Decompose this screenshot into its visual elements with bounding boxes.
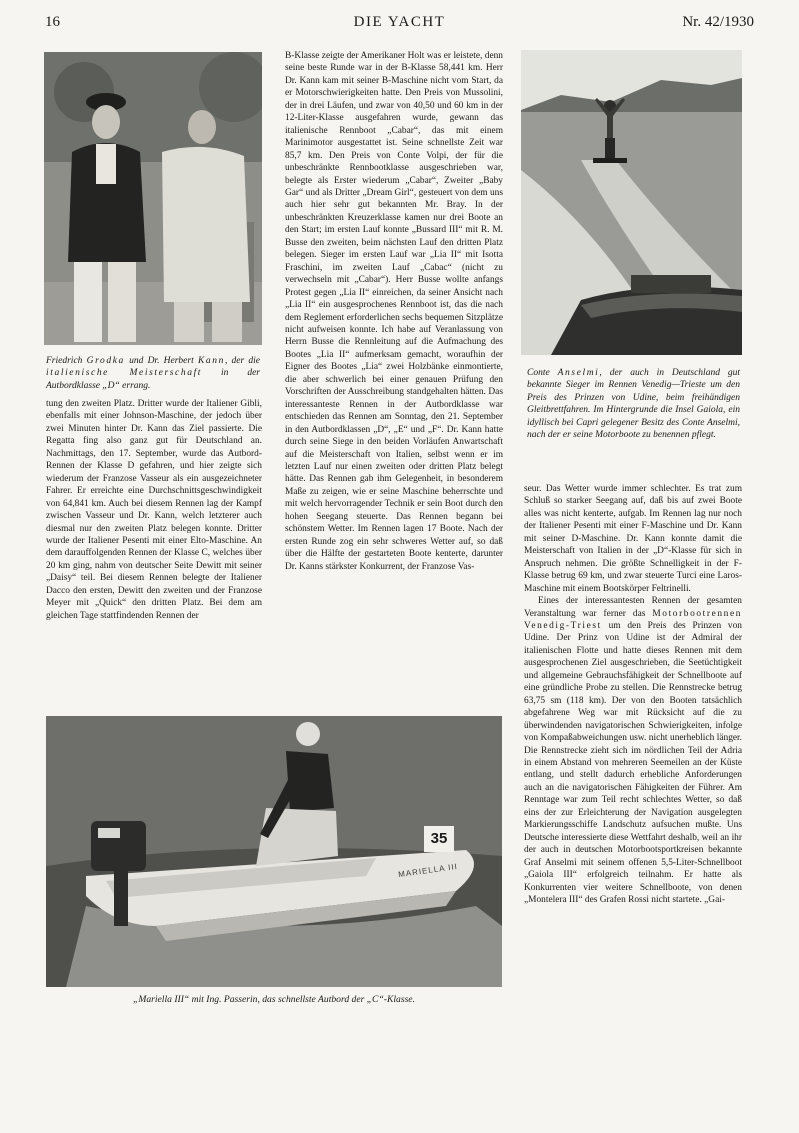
outboard-photo bbox=[46, 716, 502, 987]
column-middle-text: B-Klasse zeigte der Amerikaner Holt was er leistete, denn seine beste Runde war in der B-Klasse 58,441 km. Herr Dr. Kann kam mit seiner B-Maschine nicht vom Start, da er Motorschwierigkeiten hatte. Den Preis von Mussolini, der in drei Läufen, und zwar von 40,50 und 60 km in der 12-Liter-Klasse ausgefahren wurde, gewann das italienische Rennboot „Cabar“, das mit einem Marinimotor ausgestattet ist. Seine schnellste Zeit war 85,7 km. Den Preis von Conte Volpi, der für die unbeschränkte Rennbootklasse ausgeschrieben war, belegte als Erster wiederum „Cabar“, Zweiter „Baby Gar“ und als Dritter „Dream Girl“, gesteuert von dem uns auch hier sehr gut bekannten Mr. Bray. In der unbeschränkten Kreuzerklasse kamen nur drei Boote an den Start; im ersten Lauf konnte „Bussard III“ mit R. M. Busse den zweiten, beim nächsten Lauf den dritten Platz belegen. Sieger im ersten Lauf war „Lia II“ mit Isotta Fraschini, im zweiten Lauf „Cabac“ (nicht zu verwechseln mit „Cabar“). Herr Busse wollte anfangs Protest gegen „Lia II“ einreichen, da seiner Ansicht nach „Lia II“ ein ausgesprochenes Rennboot ist, das die nach dem Reglement erforderlichen sechs bequemen Sitzplätze nicht aufweisen konnte. Ich habe auf Veranlassung von Herrn Busse die Rennleitung auf die Aufmachung des Bootes „Lia II“ aufmerksam gemacht, woraufhin der Eigner des Bootes „Lia“ zwei Holzbänke einmontierte, die aber schwerlich bei einer genauen Prüfung den Vorschriften der Ausschreibung standgehalten hätten. Das interessanteste Rennen in der Autbordklasse war entschieden das Rennen am Sonntag, den 21. September in den Autbordklassen „D“, „E“ und „F“. Dr. Kann hatte durch seine Siege in den beiden Vorläufen Anwartschaft auf die Meisterschaft von Italien, selbst wenn er im letzten Lauf nur einen zweiten oder dritten Platz belegt hätte. Das Rennen gab ihm Gelegenheit, in besonderem Maße zu zeigen, wie er seine Maschine beherrschte und mit welch hervorragender Technik er sein Boot durch den hohen Seegang steuerte. Das Rennen begann bei schönstem Wetter. Im Rennen lagen 17 Boote. Nach der ersten Runde zog ein sehr schweres Wetter auf, so daß über die Hälfte der gestarteten Boote kenterte, darunter Dr. Kanns stärkster Konkurrent, der Franzose Vas- bbox=[285, 51, 503, 572]
waterskier-photo bbox=[521, 50, 742, 355]
column-right-paragraph-1: seur. Das Wetter wurde immer schlechter. Es trat zum Schluß so starker Seegang auf, daß bis auf zwei Boote alles was nicht kenterte, aufgab. Im Rennen lag nur noch der Italiener Pesenti mit einer F-Maschine und Dr. Kann mit seiner D-Maschine. Dr. Kann konnte damit die Meisterschaft von Italien in der „D“-Klasse für sich in Anspruch nehmen. Die größte Schnelligkeit in der F-Klasse betrug 69 km, und zwar steuerte Turci eine Laros-Maschine mit einem Bootskörper Feltrinelli. bbox=[524, 484, 742, 594]
portrait-caption-spaced: italienische Meisterschaft bbox=[46, 368, 203, 379]
portrait-caption-name1: Grodka bbox=[86, 356, 125, 366]
waterskier-caption-name: Anselmi bbox=[557, 368, 600, 378]
boat-hull-name: MARIELLA III bbox=[397, 861, 459, 880]
waterskier-illustration bbox=[521, 50, 742, 355]
column-right-p2-pre: Eines der interessantesten Rennen der gesamten Veranstaltung war ferner das bbox=[524, 596, 742, 619]
waterskier-caption bbox=[527, 367, 740, 441]
issue-number: Nr. 42/1930 bbox=[682, 14, 754, 30]
article-column-right bbox=[524, 483, 742, 1008]
waterskier-caption-pre: Conte bbox=[527, 368, 558, 378]
portrait-photo bbox=[44, 52, 262, 345]
portrait-caption-mid: und Dr. Herbert bbox=[124, 356, 198, 366]
article-column-middle bbox=[285, 50, 503, 708]
portrait-caption-pre: Friedrich bbox=[46, 356, 87, 366]
waterskier-caption-post: , der auch in Deutschland gut bekannte Sieger im Rennen Venedig—Trieste um den Preis des Prinzen von Udine, beim freihändigen Gleitbrettfahren. Im Hintergrunde die Insel Gaiola, ein idyllisch bei Capri gelegener Besitz des Conte Anselmi, nach der er seine Motorboote zu benennen pflegt. bbox=[527, 368, 740, 441]
article-column-left bbox=[46, 398, 262, 708]
portrait-illustration bbox=[44, 52, 262, 345]
outboard-illustration bbox=[46, 716, 502, 987]
column-right-p2-spaced: Motorbootrennen Venedig-Triest bbox=[524, 608, 742, 631]
journal-title: DIE YACHT bbox=[353, 14, 446, 30]
portrait-caption-post: in der Autbordklasse „D“ errang. bbox=[46, 368, 261, 391]
column-right-paragraph-2 bbox=[524, 595, 742, 906]
portrait-caption-text1: , der die bbox=[224, 356, 260, 366]
column-left-text: tung den zweiten Platz. Dritter wurde der Italiener Gibli, ebenfalls mit einer Johnson-Maschine, der jedoch über zwei Minuten hinter Dr. Kann das Ziel passierte. Die Regatta fing also ganz gut für Deutschland an. Nachmittags, den 17. September, wurde das Autbord-Rennen der Klasse D gefahren, und hier zeigte sich wiederum der Franzose Vasseur als ein ausgezeichneter Fahrer. Er erreichte eine Durchschnittsgeschwindigkeit von 64,841 km. Auch bei diesem Rennen lag der Kampf zwischen Vasseur und Dr. Kann, welch letzterer auch diesmal nur den zweiten Platz belegen konnte. Dritter wurde der Italiener Pesenti mit einer Elto-Maschine. An dem darauffolgenden Rennen der Klasse C, welches über 20 km ging, nahm von deutscher Seite Dewitt mit seiner „Daisy“ teil. Bei diesem Rennen belegte der Italiener Dacco den ersten, Dewitt den zweiten und der Franzose Meyer mit „Quick“ den dritten Platz. Bei dem am gleichen Tage stattfindenden Rennen der bbox=[46, 399, 262, 621]
page-number: 16 bbox=[45, 14, 60, 30]
portrait-caption-name2: Kann bbox=[197, 356, 225, 366]
column-right-p2-post: um den Preis des Prinzen von Udine. Der Prinz von Udine ist der Admiral der italienischen Flotte und hatte dieses Rennen mit dem ausgesprochenen Ziel ausgeschrieben, die Seetüchtigkeit und allgemeine Gebrauchsfähigkeit der Schnellboote auf eine gründliche Probe zu stellen. Die Rennstrecke betrug 63,75 sm (118 km). Der von den Booten tatsächlich abgefahrene Weg war mit Rücksicht auf die zu überwindenden navigatorischen Schwierigkeiten, infolge von Kompaßabweichungen usw. nicht unerheblich länger. Die Rennstrecke zieht sich im nördlichen Teil der Adria in einem Abstand von mehreren Seemeilen an der Küste entlang, und stellt dadurch erhebliche Anforderungen auch an die navigatorischen Fähigkeiten der Führer. Am Renntage war zum Teil recht schlechtes Wetter, so daß eins der zur Erleichterung der Navigation ausgelegten Markierungsschiffe Landschutz aufsuchen mußte. Uns Deutsche interessierte diese Wettfahrt deshalb, weil an ihr der auch in deutschen Motorbootsportkreisen bekannte Graf Anselmi mit seinem offenen 5,5-Liter-Schnellboot „Gaiola III“ erfolgreich teilnahm. Er hatte als Konkurrenten vier weitere Schnellboote, von denen „Montelera III“ des Grafen Rossi nicht startete. „Gai- bbox=[524, 620, 742, 905]
boat-number-label: 35 bbox=[430, 830, 448, 847]
outboard-caption: „Mariella III“ mit Ing. Passerin, das schnellste Autbord der „C“-Klasse. bbox=[133, 994, 415, 1005]
portrait-caption bbox=[46, 355, 260, 392]
